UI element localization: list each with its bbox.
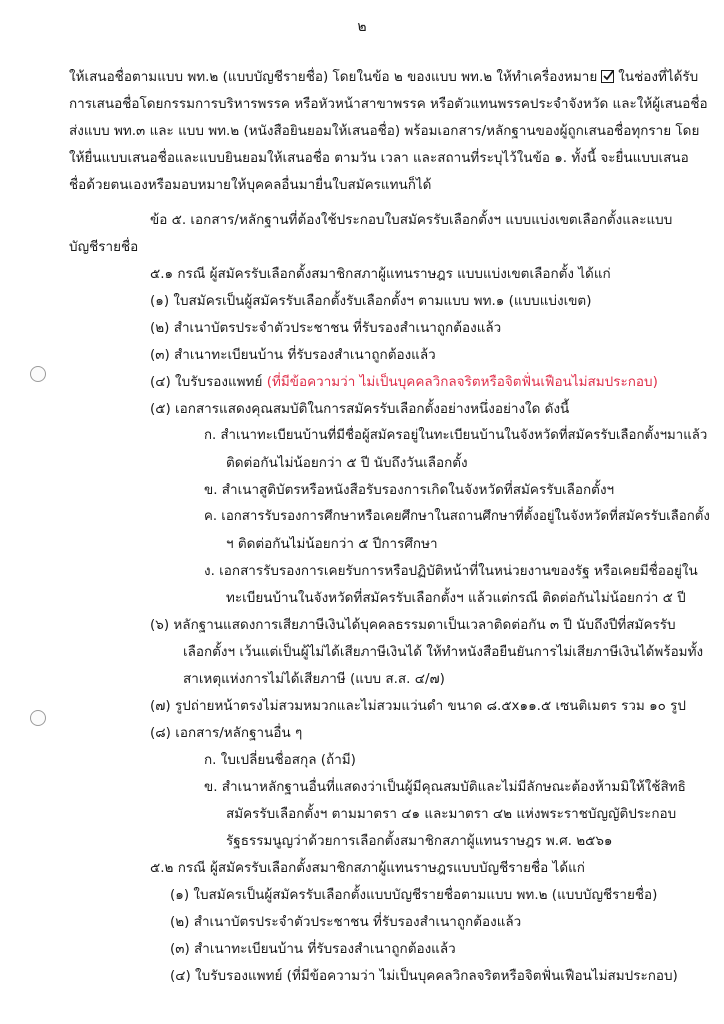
s51-item-6-cont-1: เลือกตั้งฯ เว้นแต่เป็นผู้ไม่ได้เสียภาษีเงินได้ ให้ทำหนังสือยืนยันการไม่เสียภาษีเงินได้พร้อมทั้ง bbox=[183, 644, 704, 660]
intro-line-1-text: ให้เสนอชื่อตามแบบ พท.๒ (แบบบัญชีรายชื่อ) โดยในข้อ ๒ ของแบบ พท.๒ ให้ทำเครื่องหมาย bbox=[69, 69, 598, 85]
s51-item-4-text: (๔) ใบรับรองแพทย์ bbox=[150, 374, 267, 390]
s51-item-6: (๖) หลักฐานแสดงการเสียภาษีเงินได้บุคคลธรรมดาเป็นเวลาติดต่อกัน ๓ ปี นับถึงปีที่สมัครรับ bbox=[150, 617, 676, 633]
s52-item-3: (๓) สำเนาทะเบียนบ้าน ที่รับรองสำเนาถูกต้องแล้ว bbox=[170, 941, 456, 957]
intro-line-2: การเสนอชื่อโดยกรรมการบริหารพรรค หรือหัวหน้าสาขาพรรค หรือตัวแทนพรรคประจำจังหวัด และให้ผู้เสนอชื่อ bbox=[69, 96, 708, 112]
s51-item-8-b-cont-2: รัฐธรรมนูญว่าด้วยการเลือกตั้งสมาชิกสภาผู้แทนราษฎร พ.ศ. ๒๕๖๑ bbox=[226, 833, 613, 849]
s51-item-6-cont-2: สาเหตุแห่งการไม่ได้เสียภาษี (แบบ ส.ส. ๔/๗) bbox=[183, 671, 445, 687]
s51-item-5-c-cont: ฯ ติดต่อกันไม่น้อยกว่า ๕ ปีการศึกษา bbox=[226, 536, 438, 552]
s51-item-8-a: ก. ใบเปลี่ยนชื่อสกุล (ถ้ามี) bbox=[204, 752, 356, 768]
s51-item-5-a-cont: ติดต่อกันไม่น้อยกว่า ๕ ปี นับถึงวันเลือกตั้ง bbox=[226, 455, 468, 471]
s51-item-5-c: ค. เอกสารรับรองการศึกษาหรือเคยศึกษาในสถานศึกษาที่ตั้งอยู่ในจังหวัดที่สมัครรับเลือกตั้ง bbox=[204, 509, 710, 524]
s51-item-1: (๑) ใบสมัครเป็นผู้สมัครรับเลือกตั้งรับเลือกตั้งฯ ตามแบบ พท.๑ (แบบแบ่งเขต) bbox=[150, 293, 592, 309]
clause-5-heading-cont: บัญชีรายชื่อ bbox=[69, 239, 139, 255]
punch-hole-icon bbox=[30, 710, 46, 726]
punch-hole-icon bbox=[30, 366, 46, 382]
intro-line-1-end: ในช่องที่ได้รับ bbox=[618, 69, 699, 85]
intro-line-4: ให้ยื่นแบบเสนอชื่อและแบบยินยอมให้เสนอชื่อ ตามวัน เวลา และสถานที่ระบุไว้ในข้อ ๑. ทั้งนี้ จะยื่นแบบเสนอ bbox=[69, 150, 689, 166]
s51-item-2: (๒) สำเนาบัตรประจำตัวประชาชน ที่รับรองสำเนาถูกต้องแล้ว bbox=[150, 320, 502, 336]
s51-item-7: (๗) รูปถ่ายหน้าตรงไม่สวมหมวกและไม่สวมแว่นดำ ขนาด ๘.๕x๑๑.๕ เซนติเมตร รวม ๑๐ รูป bbox=[150, 698, 687, 714]
s51-item-5-b: ข. สำเนาสูติบัตรหรือหนังสือรับรองการเกิดในจังหวัดที่สมัครรับเลือกตั้งฯ bbox=[204, 482, 615, 498]
intro-line-1 bbox=[69, 67, 698, 87]
s51-item-5-d-cont: ทะเบียนบ้านในจังหวัดที่สมัครรับเลือกตั้งฯ แล้วแต่กรณี ติดต่อกันไม่น้อยกว่า ๕ ปี bbox=[226, 590, 686, 606]
s51-item-8: (๘) เอกสาร/หลักฐานอื่น ๆ bbox=[150, 725, 303, 741]
s51-item-5: (๕) เอกสารแสดงคุณสมบัติในการสมัครรับเลือกตั้งอย่างหนึ่งอย่างใด ดังนี้ bbox=[150, 401, 570, 417]
section-5-2-title: ๕.๒ กรณี ผู้สมัครรับเลือกตั้งสมาชิกสภาผู้แทนราษฎรแบบบัญชีรายชื่อ ได้แก่ bbox=[150, 860, 585, 876]
checked-box-icon bbox=[601, 70, 614, 83]
section-5-1-title: ๕.๑ กรณี ผู้สมัครรับเลือกตั้งสมาชิกสภาผู้แทนราษฎร แบบแบ่งเขตเลือกตั้ง ได้แก่ bbox=[150, 266, 611, 282]
s52-item-1: (๑) ใบสมัครเป็นผู้สมัครรับเลือกตั้งแบบบัญชีรายชื่อตามแบบ พท.๒ (แบบบัญชีรายชื่อ) bbox=[170, 887, 658, 903]
s51-item-4-highlight: (ที่มีข้อความว่า ไม่เป็นบุคคลวิกลจริตหรือจิตฟั่นเฟือนไม่สมประกอบ) bbox=[266, 374, 658, 390]
s52-item-4: (๔) ใบรับรองแพทย์ (ที่มีข้อความว่า ไม่เป็นบุคคลวิกลจริตหรือจิตฟั่นเฟือนไม่สมประกอบ) bbox=[170, 968, 678, 984]
clause-5-heading: ข้อ ๕. เอกสาร/หลักฐานที่ต้องใช้ประกอบใบสมัครรับเลือกตั้งฯ แบบแบ่งเขตเลือกตั้งและแบบ bbox=[150, 212, 673, 228]
s51-item-5-d: ง. เอกสารรับรองการเคยรับการหรือปฏิบัติหน้าที่ในหน่วยงานของรัฐ หรือเคยมีชื่ออยู่ใน bbox=[204, 563, 698, 579]
s51-item-8-b: ข. สำเนาหลักฐานอื่นที่แสดงว่าเป็นผู้มีคุณสมบัติและไม่มีลักษณะต้องห้ามมิให้ใช้สิทธิ bbox=[204, 779, 686, 795]
s51-item-8-b-cont-1: สมัครรับเลือกตั้งฯ ตามมาตรา ๔๑ และมาตรา ๔๒ แห่งพระราชบัญญัติประกอบ bbox=[226, 806, 677, 822]
page-number: ๒ bbox=[357, 19, 367, 35]
s51-item-3: (๓) สำเนาทะเบียนบ้าน ที่รับรองสำเนาถูกต้องแล้ว bbox=[150, 347, 436, 363]
s51-item-5-a: ก. สำเนาทะเบียนบ้านที่มีชื่อผู้สมัครอยู่ในทะเบียนบ้านในจังหวัดที่สมัครรับเลือกตั้งฯมาแล้ว bbox=[204, 428, 708, 443]
s52-item-2: (๒) สำเนาบัตรประจำตัวประชาชน ที่รับรองสำเนาถูกต้องแล้ว bbox=[170, 914, 522, 930]
intro-line-3: ส่งแบบ พท.๓ และ แบบ พท.๒ (หนังสือยินยอมให้เสนอชื่อ) พร้อมเอกสาร/หลักฐานของผู้ถูกเสนอชื่อทุกราย โดย bbox=[69, 123, 700, 139]
intro-line-5: ชื่อด้วยตนเองหรือมอบหมายให้บุคคลอื่นมายื่นใบสมัครแทนก็ได้ bbox=[69, 177, 432, 193]
s51-item-4 bbox=[150, 372, 658, 392]
